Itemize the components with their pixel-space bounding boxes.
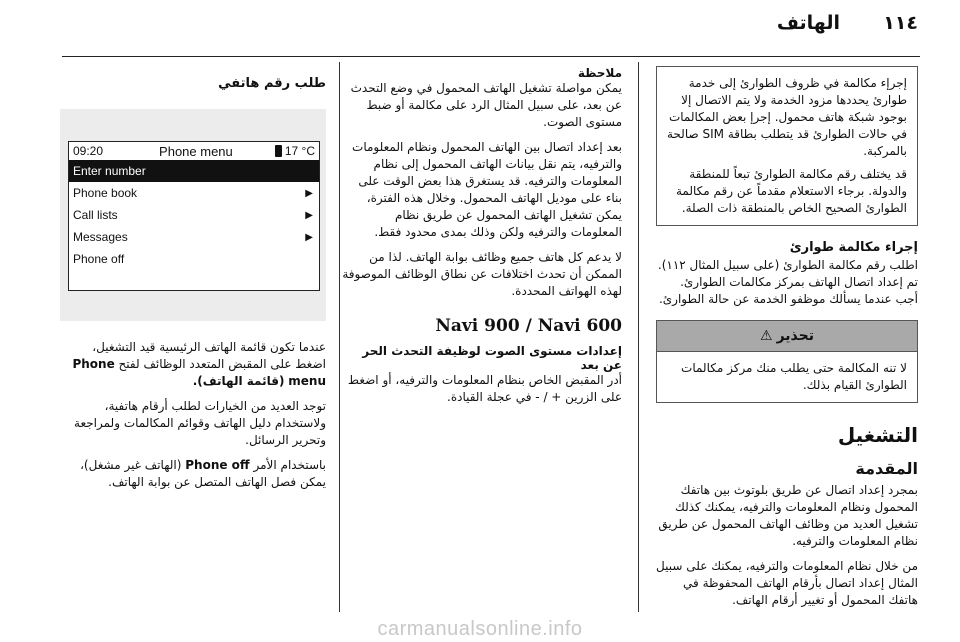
phone-icon xyxy=(275,145,282,157)
screen-figure xyxy=(60,109,326,321)
right-column xyxy=(656,66,918,609)
column-divider xyxy=(339,62,340,612)
warning-header xyxy=(657,321,917,352)
menu-item-messages[interactable]: Messages ▶ xyxy=(73,230,313,244)
volume-subheading: إعدادات مستوى الصوت لوظيفة التحدث الحر عن بعد xyxy=(362,344,622,372)
left-paragraph: توجد العديد من الخيارات لطلب أرقام هاتفية، ولاستخدام دليل الهاتف وقوائم المكالمات ولمراجعة وتحرير الرسائل. xyxy=(74,399,326,447)
warning-triangle-icon: ⚠ xyxy=(760,328,773,344)
warning-label: تحذير xyxy=(776,328,814,344)
chevron-right-icon: ▶ xyxy=(305,231,313,243)
menu-item-phone-book[interactable]: Phone book ▶ xyxy=(73,186,313,200)
status-bar xyxy=(69,142,319,160)
phone-menu-screen xyxy=(68,141,320,291)
left-paragraph: باستخدام الأمر Phone off (الهاتف غير مشغل)، يمكن فصل الهاتف المتصل عن بوابة الهاتف. xyxy=(80,458,326,489)
emergency-line: تم إعداد اتصال الهاتف بمركز مكالمات الطوارئ. xyxy=(680,275,918,289)
emergency-info-box xyxy=(656,66,918,226)
watermark: carmanualsonline.info xyxy=(377,618,583,640)
middle-column xyxy=(342,66,622,406)
clock: 09:20 xyxy=(73,144,104,158)
left-column xyxy=(60,76,326,491)
emergency-heading: إجراء مكالمة طوارئ xyxy=(789,240,918,255)
intro-heading: المقدمة xyxy=(855,459,918,478)
emergency-info-p2: قد يختلف رقم مكالمة الطوارئ تبعاً للمنطقة والدولة. برجاء الاستعلام مقدماً عن رقم مكالمة الطوارئ الصحيح الخاص بالمنطقة ذات الصلة. xyxy=(675,167,907,215)
screen-title: Phone menu xyxy=(159,143,233,159)
warning-text: لا تنه المكالمة حتى يطلب منك مركز مكالمات الطوارئ القيام بذلك. xyxy=(681,361,907,392)
temperature: 17 °C xyxy=(275,144,315,158)
volume-text: أدر المقبض الخاص بنظام المعلومات والترفيه، أو اضغط على الزرين + / - في عجلة القيادة. xyxy=(347,373,622,404)
menu-item-call-lists[interactable]: Call lists ▶ xyxy=(73,208,313,222)
column-divider xyxy=(638,62,639,612)
menu-item-phone-off[interactable]: Phone off xyxy=(73,252,125,266)
emergency-line: اطلب رقم مكالمة الطوارئ (على سبيل المثال ١١٢). xyxy=(657,258,918,272)
left-paragraph: عندما تكون قائمة الهاتف الرئيسية قيد التشغيل، اضغط على المقبض المتعدد الوظائف لفتح Phone menu (قائمة الهاتف). xyxy=(72,340,326,388)
note-title: ملاحظة xyxy=(577,66,622,80)
body-paragraph: بعد إعداد اتصال بين الهاتف المحمول ونظام المعلومات والترفيه، يتم نقل بيانات الهاتف المحمول إلى نظام المعلومات والترفيه. قد يستغرق هذا بعض الوقت على بناء على موديل الهاتف المحمول. وخلال هذه الفترة، يمكن تشغيل الهاتف المحمول عن طريق نظام المعلومات والترفيه ولكن وذلك بمدى محدود فقط. xyxy=(352,140,622,239)
warning-box xyxy=(656,320,918,403)
navi-heading: Navi 900 / Navi 600 xyxy=(435,316,622,336)
chevron-right-icon: ▶ xyxy=(305,209,313,221)
note-text: يمكن مواصلة تشغيل الهاتف المحمول في وضع التحدث عن بعد، على سبيل المثال الرد على مكالمة أو ضبط مستوى الصوت. xyxy=(350,81,622,129)
operation-heading: التشغيل xyxy=(837,423,918,447)
menu-item-enter-number[interactable]: Enter number xyxy=(69,160,319,182)
emergency-line: أجب عندما يسألك موظفو الخدمة عن حالة الطوارئ. xyxy=(658,292,918,306)
header-rule xyxy=(62,56,920,57)
intro-paragraph: بمجرد إعداد اتصال عن طريق بلوتوث بين هاتفك المحمول ونظام المعلومات والترفيه، يمكنك كذلك تشغيل العديد من وظائف الهاتف المحمول عن طريق نظام المعلومات والترفيه. xyxy=(658,483,918,548)
emergency-info-p1: إجرإء مكالمة في ظروف الطوارئ إلى خدمة طوارئ يحددها مزود الخدمة ولا يتم الاتصال إلا بوجود شبكة هاتف محمول. إجرإ بعض المكالمات في حالات الطوارئ قد يتطلب بطاقة SIM صالحة بالمركبة. xyxy=(666,76,907,158)
chevron-right-icon: ▶ xyxy=(305,187,313,199)
page-number: ١١٤ xyxy=(883,12,918,34)
page-title: الهاتف xyxy=(776,12,840,34)
body-paragraph: لا يدعم كل هاتف جميع وظائف بوابة الهاتف. لذا من الممكن أن تحدث اختلافات عن نطاق الوظائف الموصوفة لهذه الهواتف المحددة. xyxy=(342,250,622,298)
intro-paragraph: من خلال نظام المعلومات والترفيه، يمكنك على سبيل المثال إعداد اتصال بأرقام الهاتف المحفوظة في هاتفك المحمول أو تغيير أرقام الهاتف. xyxy=(656,559,918,607)
section-title: طلب رقم هاتفي xyxy=(218,76,326,91)
